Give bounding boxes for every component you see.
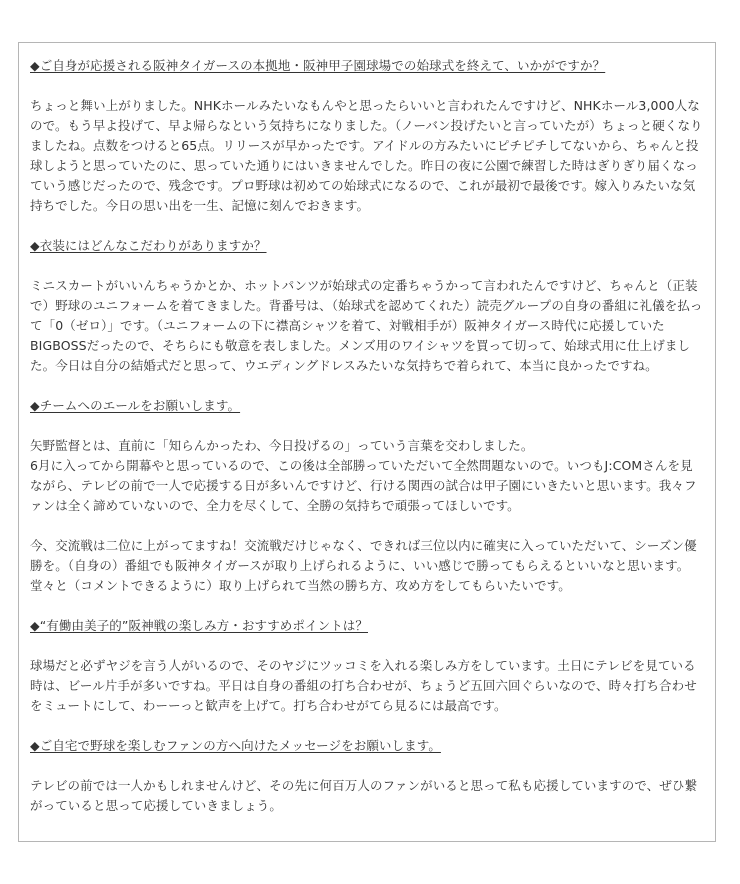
answer-block (30, 436, 704, 516)
answer-paragraph: 球場だと必ずヤジを言う人がいるので、そのヤジにツッコミを入れる楽しみ方をしています。土日にテレビを見ている時は、ビール片手が多いですね。平日は自身の番組の打ち合わせが、ちょうど五回六回ぐらいなので、時々打ち合わせをミュートにして、わーーっと歓声を上げて。打ち合わせがてら見るには最高です。 (30, 658, 697, 713)
interview-content (19, 43, 715, 816)
answer-paragraph: 今、交流戦は二位に上がってますね！交流戦だけじゃなく、できれば三位以内に確実に入っていただいて、シーズン優勝を。（自身の）番組でも阪神タイガースが取り上げられるように、いい感じで勝ってもらえるといいなと思います。堂々と（コメントできるように）取り上げられて当然の勝ち方、攻め方をしてもらいたいです。 (30, 538, 697, 593)
answer-paragraph: 矢野監督とは、直前に「知らんかったわ、今日投げるの」っていう言葉を交わしました。 6月に入ってから開幕やと思っているので、この後は全部勝っていただいて全然問題ないので。いつもJ:COMさんを見ながら、テレビの前で一人で応援する日が多いんですけど、行ける関西の試合は甲子園にいきたいと思います。我々ファンは全く諦めていないので、全力を尽くして、全勝の気持ちで頑張ってほしいです。 (30, 438, 697, 513)
question-heading: ◆ご自身が応援される阪神タイガースの本拠地・阪神甲子園球場での始球式を終えて、いかがですか？ (30, 58, 606, 73)
answer-block (30, 536, 704, 596)
question-heading: ◆ご自宅で野球を楽しむファンの方へ向けたメッセージをお願いします。 (30, 738, 441, 753)
question-heading: ◆“有働由美子的”阪神戦の楽しみ方・おすすめポイントは？ (30, 618, 368, 633)
question-heading: ◆チームへのエールをお願いします。 (30, 398, 241, 413)
answer-paragraph: ミニスカートがいいんちゃうかとか、ホットパンツが始球式の定番ちゃうかって言われたんですけど、ちゃんと（正装で）野球のユニフォームを着てきました。背番号は、（始球式を認めてくれた）読売グループの自身の番組に礼儀を払って「0（ゼロ）」です。（ユニフォームの下に襟高シャツを着て、対戦相手が）阪神タイガース時代に応援していたBIGBOSSだったので、そちらにも敬意を表しました。メンズ用のワイシャツを買って切って、始球式用に仕上げました。今日は自分の結婚式だと思って、ウエディングドレスみたいな気持ちで着られて、本当に良かったですね。 (30, 278, 703, 373)
interview-box (18, 42, 716, 842)
question-heading: ◆衣装にはどんなこだわりがありますか？ (30, 238, 267, 253)
answer-block (30, 656, 704, 716)
answer-block (30, 96, 704, 216)
answer-paragraph: ちょっと舞い上がりました。NHKホールみたいなもんやと思ったらいいと言われたんですけど、NHKホール3,000人なので。もう早よ投げて、早よ帰らなという気持ちになりました。（ノーバン投げたいと言っていたが）ちょっと硬くなりましたね。点数をつけると65点。リリースが早かったです。アイドルの方みたいにピチピチしてないから、ちゃんと投球しようと思っていたのに、思っていた通りにはいきませんでした。昨日の夜に公園で練習した時はぎりぎり届くなっていう感じだったので、残念です。プロ野球は初めての始球式になるので、これが最初で最後です。嫁入りみたいな気持ちでした。今日の思い出を一生、記憶に刻んでおきます。 (30, 98, 703, 213)
answer-block (30, 776, 704, 816)
answer-paragraph: テレビの前では一人かもしれませんけど、その先に何百万人のファンがいると思って私も応援していますので、ぜひ繋がっていると思って応援していきましょう。 (30, 778, 698, 813)
answer-block (30, 276, 704, 376)
